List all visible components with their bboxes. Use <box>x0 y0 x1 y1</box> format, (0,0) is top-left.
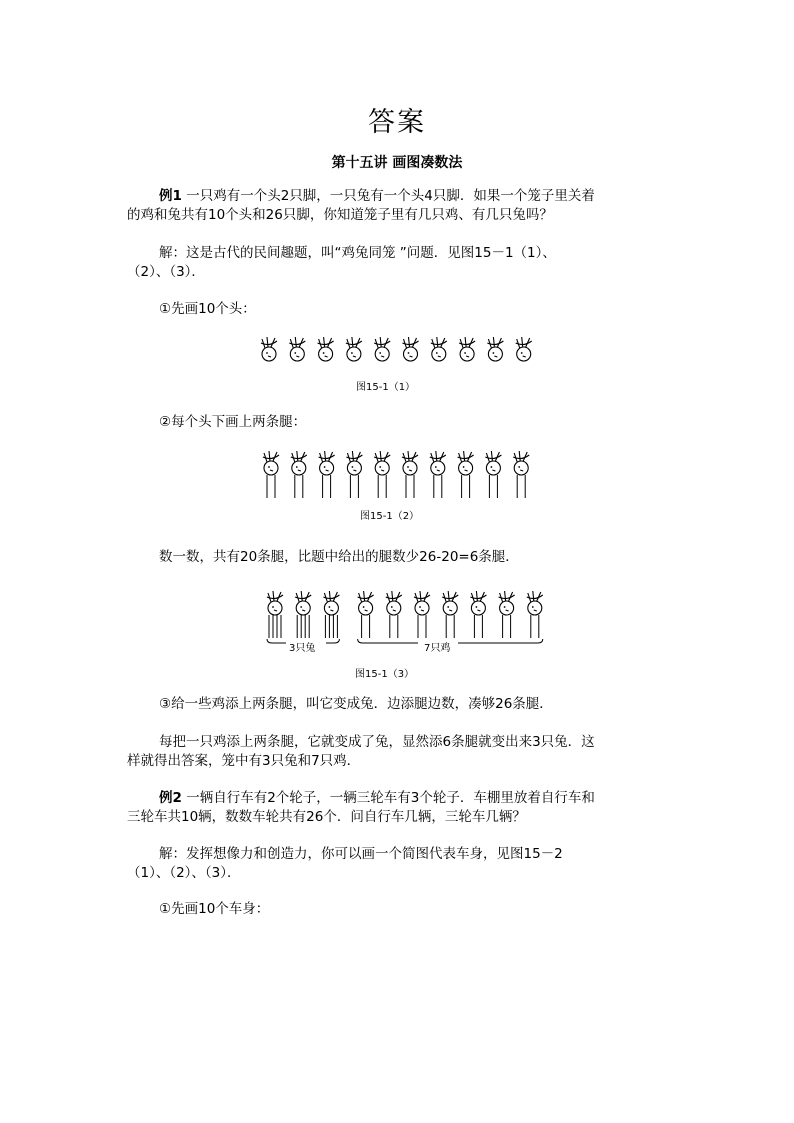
chicken-legs-icon <box>434 475 442 498</box>
count-text: 数一数，共有20条腿，比题中给出的腿数少26-20=6条腿． <box>159 549 519 565</box>
solution-2-line-2: （1）、（2）、（3）． <box>127 865 241 881</box>
eye-dot <box>323 352 325 354</box>
chicken-head-icon <box>459 337 475 361</box>
chicken-head-icon <box>261 337 277 361</box>
eye-dot <box>463 466 465 468</box>
chicken-legs-icon <box>462 475 470 498</box>
example-1-line-2: 的鸡和兔共有10个头和26只脚，你知道笼子里有几只鸡、有几只兔吗？ <box>127 207 553 223</box>
example-1-label: 例1 <box>159 188 182 204</box>
rabbit-head-icon <box>323 591 339 615</box>
rabbit-legs-icon <box>325 615 337 638</box>
eye-dot <box>491 466 493 468</box>
step-4: ①先画10个车身： <box>159 901 270 917</box>
example-2-text-1: 一辆自行车有2个轮子，一辆三轮车有3个轮子．车棚里放着自行车和 <box>181 790 595 806</box>
chicken-head-icon <box>346 451 362 475</box>
chicken-legs-icon <box>517 475 525 498</box>
chicken-legs-icon <box>474 615 482 638</box>
chicken-head-icon <box>319 451 335 475</box>
chicken-head-icon <box>470 591 486 615</box>
chicken-legs-icon <box>406 475 414 498</box>
chicken-legs-icon <box>378 475 386 498</box>
chicken-legs-icon <box>489 475 497 498</box>
chicken-head-icon <box>485 451 501 475</box>
solution-2-line-1: 解：发挥想像力和创造力，你可以画一个简图代表车身，见图15－2 <box>159 846 563 862</box>
eye-dot <box>435 466 437 468</box>
chicken-legs-icon <box>503 615 511 638</box>
chicken-head-icon <box>487 337 503 361</box>
eye-dot <box>268 466 270 468</box>
chicken-legs-icon <box>446 615 454 638</box>
example-1 <box>127 187 595 225</box>
eye-dot <box>272 606 274 608</box>
eye-dot <box>447 606 449 608</box>
example-2 <box>127 789 595 827</box>
eye-dot <box>521 352 523 354</box>
eye-dot <box>379 466 381 468</box>
chicken-count-label: 7只鸡 <box>424 643 451 654</box>
figure-15-1-2 <box>0 446 794 506</box>
step-2: ②每个头下画上两条腿： <box>159 414 307 430</box>
chicken-legs-icon <box>531 615 539 638</box>
chicken-head-icon <box>386 591 402 615</box>
chicken-legs-icon <box>390 615 398 638</box>
chicken-head-icon <box>374 337 390 361</box>
eye-dot <box>504 606 506 608</box>
step-1: ①先画10个头： <box>159 301 256 317</box>
solution-1 <box>127 244 556 282</box>
eye-dot <box>266 352 268 354</box>
chicken-legs-icon <box>350 475 358 498</box>
eye-dot <box>464 352 466 354</box>
example-2-line-1 <box>127 789 595 808</box>
chicken-head-icon <box>374 451 390 475</box>
eye-dot <box>363 606 365 608</box>
rabbit-legs-icon <box>269 615 281 638</box>
eye-dot <box>407 466 409 468</box>
chicken-head-icon <box>263 451 279 475</box>
example-2-label: 例2 <box>159 790 182 806</box>
eye-dot <box>391 606 393 608</box>
chicken-head-icon <box>291 451 307 475</box>
rabbit-count-label: 3只兔 <box>289 643 316 654</box>
conclusion-line-2: 样就得出答案，笼中有3只兔和7只鸡． <box>127 753 361 769</box>
eye-dot <box>300 606 302 608</box>
chicken-legs-icon <box>267 475 275 498</box>
chicken-head-icon <box>289 337 305 361</box>
chicken-legs-icon <box>323 475 331 498</box>
eye-dot <box>324 466 326 468</box>
rabbit-head-icon <box>267 591 283 615</box>
eye-dot <box>296 466 298 468</box>
figure-15-1-3 <box>0 586 794 656</box>
figure-15-1-3-caption: 图15-1（3） <box>355 669 415 680</box>
solution-1-line-1: 解：这是古代的民间趣题，叫“鸡兔同笼 ”问题．见图15－1（1）、 <box>159 245 556 261</box>
chicken-head-icon <box>318 337 334 361</box>
example-1-line-1 <box>127 187 595 206</box>
chicken-head-icon <box>414 591 430 615</box>
chicken-head-icon <box>499 591 515 615</box>
chicken-legs-icon <box>362 615 370 638</box>
chicken-legs-icon <box>295 475 303 498</box>
eye-dot <box>493 352 495 354</box>
eye-dot <box>476 606 478 608</box>
chicken-head-icon <box>527 591 543 615</box>
rabbit-legs-icon <box>297 615 309 638</box>
page-title: 答案 <box>368 107 426 138</box>
example-2-line-2: 三轮车共10辆，数数车轮共有26个．问自行车几辆，三轮车几辆？ <box>127 809 526 825</box>
chicken-head-icon <box>358 591 374 615</box>
solution-2 <box>127 845 563 883</box>
example-1-text-1: 一只鸡有一个头2只脚，一只兔有一个头4只脚．如果一个笼子里关着 <box>181 188 595 204</box>
eye-dot <box>436 352 438 354</box>
eye-dot <box>329 606 331 608</box>
eye-dot <box>419 606 421 608</box>
conclusion-line-1: 每把一只鸡添上两条腿，它就变成了兔，显然添6条腿就变出来3只兔．这 <box>159 734 595 750</box>
eye-dot <box>518 466 520 468</box>
chicken-head-icon <box>442 591 458 615</box>
lecture-title: 第十五讲 画图凑数法 <box>331 155 463 171</box>
chicken-head-icon <box>431 337 447 361</box>
conclusion <box>127 733 595 771</box>
chicken-head-icon <box>403 337 419 361</box>
rabbit-head-icon <box>295 591 311 615</box>
eye-dot <box>379 352 381 354</box>
chicken-head-icon <box>346 337 362 361</box>
eye-dot <box>352 466 354 468</box>
chicken-head-icon <box>516 337 532 361</box>
figure-15-1-1-caption: 图15-1（1） <box>356 382 416 393</box>
step-3: ③给一些鸡添上两条腿，叫它变成兔．边添腿边数，凑够26条腿． <box>159 696 553 712</box>
eye-dot <box>408 352 410 354</box>
solution-1-line-2: （2）、（3）． <box>127 264 205 280</box>
chicken-head-icon <box>458 451 474 475</box>
chicken-head-icon <box>513 451 529 475</box>
figure-15-1-2-caption: 图15-1（2） <box>360 511 420 522</box>
eye-dot <box>532 606 534 608</box>
chicken-head-icon <box>402 451 418 475</box>
eye-dot <box>294 352 296 354</box>
chicken-legs-icon <box>418 615 426 638</box>
chicken-head-icon <box>430 451 446 475</box>
eye-dot <box>351 352 353 354</box>
